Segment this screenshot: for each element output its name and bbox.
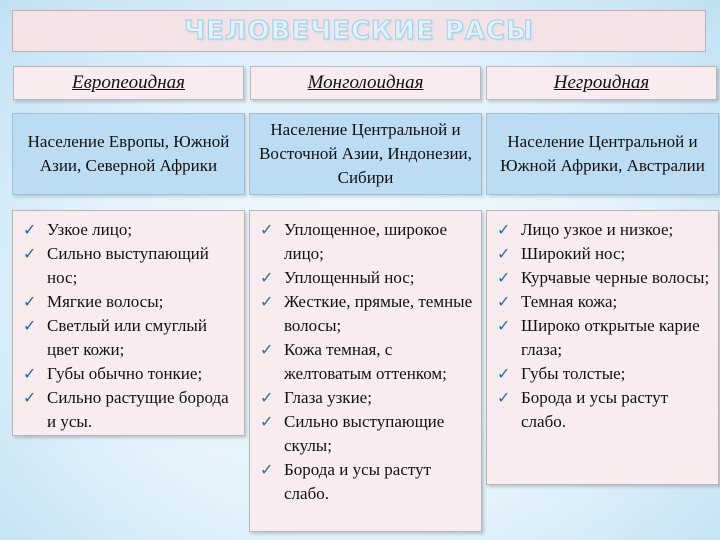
page-title: ЧЕЛОВЕЧЕСКИЕ РАСЫ bbox=[184, 16, 534, 46]
checkmark-icon: ✓ bbox=[497, 388, 511, 407]
list-item: ✓ Широко открытые карие глаза; bbox=[497, 316, 700, 359]
column-header-label: Европеоидная bbox=[72, 72, 185, 93]
checkmark-icon: ✓ bbox=[497, 292, 511, 311]
traits-box-mongoloid bbox=[249, 210, 482, 532]
checkmark-icon: ✓ bbox=[23, 244, 37, 263]
list-item: ✓ Курчавые черные волосы; bbox=[487, 266, 714, 290]
list-item: ✓ Борода и усы растут слабо. bbox=[260, 460, 432, 503]
checkmark-icon: ✓ bbox=[23, 364, 37, 383]
list-item: ✓ Светлый или смуглый цвет кожи; bbox=[23, 316, 207, 359]
traits-list bbox=[487, 218, 714, 434]
list-item: ✓ Сильно растущие борода и усы. bbox=[23, 388, 229, 431]
population-text: Население Центральной и Восточной Азии, Индонезии, Сибири bbox=[259, 120, 472, 187]
checkmark-icon: ✓ bbox=[260, 340, 274, 359]
list-item: ✓ Уплощенное, широкое лицо; bbox=[260, 220, 448, 263]
checkmark-icon: ✓ bbox=[260, 388, 274, 407]
column-header-europeoid bbox=[13, 66, 244, 100]
checkmark-icon: ✓ bbox=[23, 388, 37, 407]
checkmark-icon: ✓ bbox=[497, 364, 511, 383]
checkmark-icon: ✓ bbox=[497, 244, 511, 263]
checkmark-icon: ✓ bbox=[260, 268, 274, 287]
checkmark-icon: ✓ bbox=[260, 412, 274, 431]
checkmark-icon: ✓ bbox=[260, 220, 274, 239]
population-box-negroid bbox=[486, 113, 719, 195]
list-item: ✓ Мягкие волосы; bbox=[13, 290, 240, 314]
checkmark-icon: ✓ bbox=[23, 220, 37, 239]
column-header-label: Монголоидная bbox=[307, 72, 424, 93]
column-header-mongoloid bbox=[250, 66, 481, 100]
checkmark-icon: ✓ bbox=[497, 220, 511, 239]
traits-list bbox=[13, 218, 240, 434]
list-item: ✓ Узкое лицо; bbox=[13, 218, 240, 242]
list-item: ✓ Темная кожа; bbox=[487, 290, 714, 314]
list-item: ✓ Уплощенный нос; bbox=[250, 266, 477, 290]
traits-box-europeoid bbox=[12, 210, 245, 436]
list-item: ✓ Губы обычно тонкие; bbox=[13, 362, 240, 386]
list-item: ✓ Жесткие, прямые, темные волосы; bbox=[260, 292, 473, 335]
checkmark-icon: ✓ bbox=[23, 316, 37, 335]
checkmark-icon: ✓ bbox=[23, 292, 37, 311]
traits-list bbox=[250, 218, 477, 506]
title-banner bbox=[12, 10, 706, 52]
population-box-mongoloid bbox=[249, 113, 482, 195]
list-item: ✓ Сильно выступающие скулы; bbox=[260, 412, 445, 455]
population-text: Население Европы, Южной Азии, Северной Африки bbox=[27, 132, 230, 175]
list-item: ✓ Губы толстые; bbox=[487, 362, 714, 386]
list-item: ✓ Лицо узкое и низкое; bbox=[487, 218, 714, 242]
list-item: ✓ Широкий нос; bbox=[487, 242, 714, 266]
population-text: Население Центральной и Южной Африки, Австралии bbox=[500, 132, 705, 175]
list-item: ✓ Сильно выступающий нос; bbox=[23, 244, 209, 287]
traits-box-negroid bbox=[486, 210, 719, 485]
checkmark-icon: ✓ bbox=[260, 292, 274, 311]
checkmark-icon: ✓ bbox=[497, 316, 511, 335]
population-box-europeoid bbox=[12, 113, 245, 195]
list-item: ✓ Борода и усы растут слабо. bbox=[497, 388, 669, 431]
column-header-negroid bbox=[486, 66, 717, 100]
column-header-label: Негроидная bbox=[553, 72, 650, 93]
list-item: ✓ Глаза узкие; bbox=[250, 386, 477, 410]
checkmark-icon: ✓ bbox=[497, 268, 511, 287]
list-item: ✓ Кожа темная, с желтоватым оттенком; bbox=[260, 340, 447, 383]
checkmark-icon: ✓ bbox=[260, 460, 274, 479]
